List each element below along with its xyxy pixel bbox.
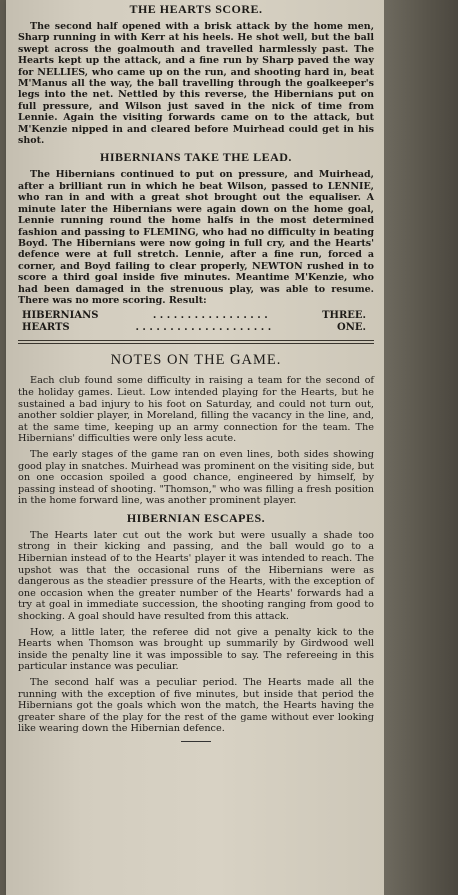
result-team: HEARTS	[22, 322, 70, 334]
result-row-hibernians	[18, 310, 374, 322]
result-row-hearts	[18, 322, 374, 334]
match-result	[18, 310, 374, 334]
result-score: THREE.	[322, 310, 366, 322]
section-heading-hibernian-escapes: HIBERNIAN ESCAPES.	[126, 510, 266, 525]
result-score: ONE.	[337, 322, 366, 334]
paragraph-notes-2: The early stages of the game ran on even lines, both sides showing good play in snatches. Muirhead was prominent on the visiting side, but on one occasion spoiled a good chance, engineered by himself, by passing instead of shooting. "Thomson," who was filling a fresh position in the home forward line, was another prominent player.	[18, 448, 374, 507]
result-dots: . . . . . . . . . . . . . . . . . . . .	[135, 322, 272, 334]
section-heading-hearts-score: THE HEARTS SCORE.	[129, 2, 263, 16]
paragraph-escapes-3: The second half was a peculiar period. The Hearts made all the running with the exception of five minutes, but inside that period the Hibernians got the goals which won the match, the Hearts having the greater share of the play for the rest of the game without ever looking like wearing down the Hibernian defence.	[18, 677, 374, 735]
divider	[18, 343, 374, 344]
result-dots: . . . . . . . . . . . . . . . . .	[152, 310, 268, 322]
paragraph-escapes-1: The Hearts later cut out the work but were usually a shade too strong in their kicking and passing, and the ball would go to a Hibernian instead of to the Hearts' player it was intended to reach. The upshot was that the occasional runs of the Hibernians were as dangerous as the steadier pressure of the Hearts, with the exception of one occasion when the greater number of the Hearts' forwards had a try at goal in immediate succession, the shooting ranging from good to shocking. A goal should have resulted from this attack.	[18, 529, 374, 623]
paragraph-escapes-2: How, a little later, the referee did not give a penalty kick to the Hearts when Thomson was brought up summarily by Girdwood well inside the penalty line it was impossible to say. The refereeing in this particular instance was peculiar.	[18, 626, 374, 673]
section-heading-hibernians-lead: HIBERNIANS TAKE THE LEAD.	[100, 150, 292, 165]
result-team: HIBERNIANS	[22, 310, 99, 322]
paragraph-hibernians-lead: The Hibernians continued to put on pressure, and Muirhead, after a brilliant run in which he beat Wilson, passed to LENNIE, who ran in and with a great shot brought out the equaliser. A minute later the Hibernians were again down on the home goal, Lennie running round the home halfs in the most determined fashion and passing to FLEMING, who had no difficulty in beating Boyd. The Hibernians were now going in full cry, and the Hearts' defence were at full stretch. Lennie, after a fine run, forced a corner, and Boyd failing to clear properly, NEWTON rushed in to score a third goal inside five minutes. Meantime M'Kenzie, who had been damaged in the strenuous play, was able to resume. There was no more scoring. Result:	[18, 169, 374, 306]
newspaper-column	[6, 0, 384, 895]
divider	[18, 340, 374, 341]
paragraph-notes-1: Each club found some difficulty in raising a team for the second of the holiday games. Lieut. Low intended playing for the Hearts, but he sustained a bad injury to his foot on Saturday, and could not turn out, another soldier player, in Moreland, filling the vacancy in the line, and, at the same time, keeping up an army connection for the team. The Hibernians' difficulties were only less acute.	[18, 375, 374, 445]
paragraph-hearts-score: The second half opened with a brisk attack by the home men, Sharp running in with Kerr at his heels. He shot well, but the ball swept across the goalmouth and travelled harmlessly past. The Hearts kept up the attack, and a fine run by Sharp paved the way for NELLIES, who came up on the run, and shooting hard in, beat M'Manus all the way, the ball travelling through the goalkeeper's legs into the net. Nettled by this reverse, the Hibernians put on full pressure, and Wilson just saved in the nick of time from Lennie. Again the visiting forwards came on to the attack, but M'Kenzie nipped in and cleared before Muirhead could get in his shot.	[18, 21, 374, 147]
divider	[181, 741, 211, 742]
page-edge-shadow	[384, 0, 458, 895]
section-heading-notes: NOTES ON THE GAME.	[110, 352, 282, 369]
